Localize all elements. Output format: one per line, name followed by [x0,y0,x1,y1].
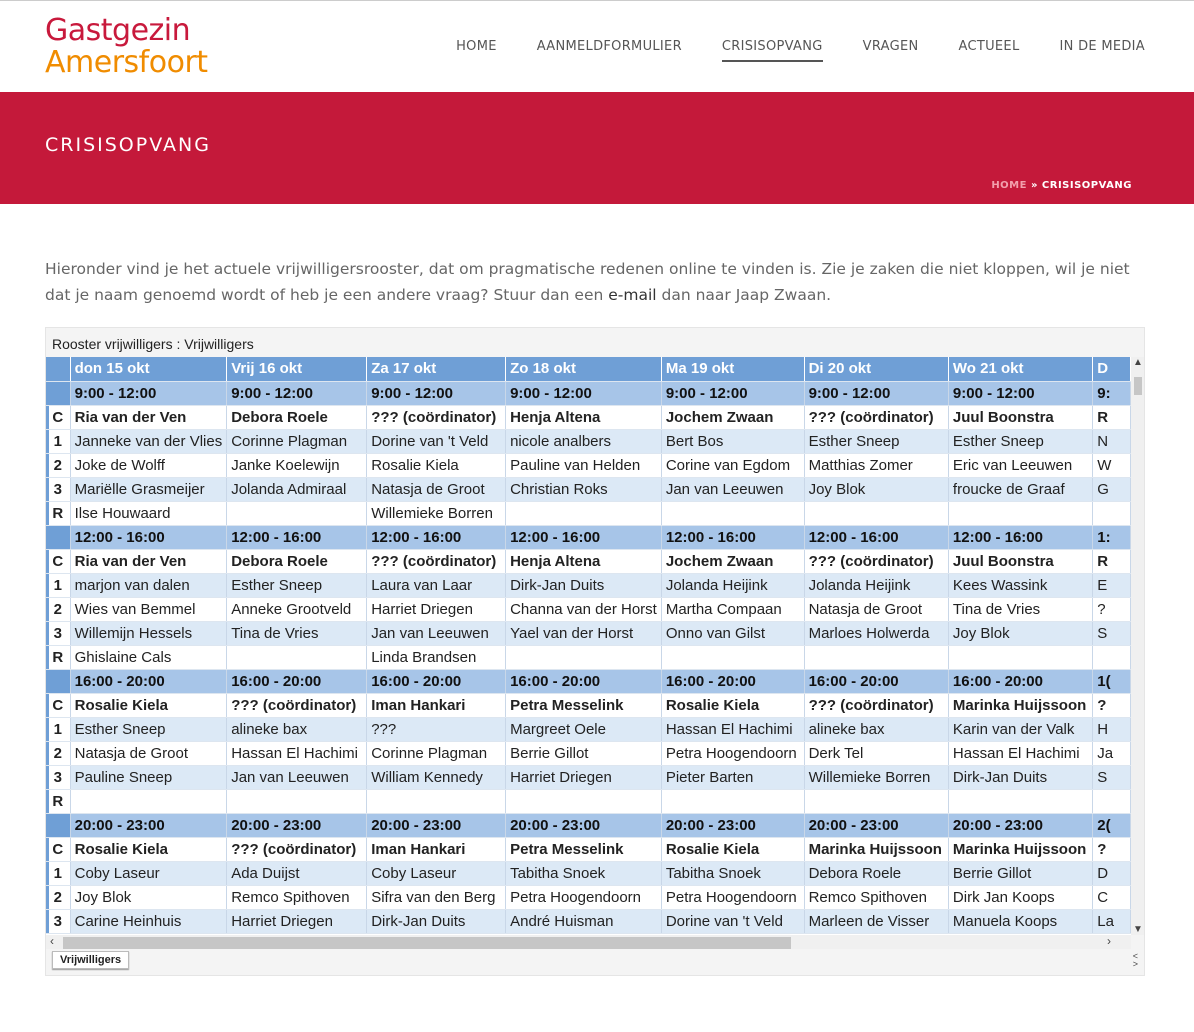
row-label: 2 [46,885,70,909]
volunteer-cell[interactable]: H [1093,717,1131,741]
volunteer-cell[interactable]: Coby Laseur [70,861,227,885]
roster-row [46,501,1131,525]
volunteer-cell[interactable]: froucke de Graaf [948,477,1092,501]
roster-row [46,621,1131,645]
volunteer-cell[interactable]: Debora Roele [804,861,948,885]
page-banner [0,92,1194,204]
volunteer-cell[interactable]: N [1093,429,1131,453]
volunteer-cell[interactable]: Dirk-Jan Duits [367,909,506,933]
row-label: C [46,837,70,861]
volunteer-cell[interactable] [506,501,662,525]
volunteer-cell[interactable]: Berrie Gillot [506,741,662,765]
volunteer-cell[interactable]: Jochem Zwaan [661,549,804,573]
row-label: 1 [46,429,70,453]
time-slot-cell[interactable]: 12:00 - 16:00 [661,525,804,549]
vertical-scroll-thumb[interactable] [1134,377,1142,395]
roster-row [46,429,1131,453]
day-header-row [46,357,1131,381]
row-header-strip [46,357,70,381]
volunteer-cell[interactable]: Juul Boonstra [948,549,1092,573]
time-slot-cell[interactable]: 9:00 - 12:00 [661,381,804,405]
roster-row [46,741,1131,765]
time-slot-cell[interactable]: 1: [1093,525,1131,549]
roster-row [46,573,1131,597]
time-slot-cell[interactable]: 2( [1093,813,1131,837]
volunteer-cell[interactable]: ??? [367,717,506,741]
volunteer-cell[interactable]: Willemijn Hessels [70,621,227,645]
volunteer-cell[interactable]: Debora Roele [227,549,367,573]
row-label: 3 [46,621,70,645]
volunteer-cell[interactable] [804,501,948,525]
nav-crisisopvang[interactable]: CRISISOPVANG [722,39,823,62]
breadcrumb [991,180,1132,191]
volunteer-cell[interactable]: Joy Blok [948,621,1092,645]
nav-vragen[interactable]: VRAGEN [862,39,919,54]
roster-row [46,885,1131,909]
volunteer-cell[interactable]: Esther Sneep [70,717,227,741]
roster-row [46,909,1131,933]
time-slot-cell[interactable]: 20:00 - 23:00 [661,813,804,837]
roster-row [46,717,1131,741]
volunteer-cell[interactable]: Marleen de Visser [804,909,948,933]
volunteer-cell[interactable]: Ria van der Ven [70,549,227,573]
volunteer-cell[interactable] [948,789,1092,813]
volunteer-cell[interactable]: Channa van der Horst [506,597,662,621]
breadcrumb-separator: » [1030,180,1038,191]
row-label: C [46,693,70,717]
time-slot-cell[interactable]: 12:00 - 16:00 [506,525,662,549]
volunteer-cell[interactable]: La [1093,909,1131,933]
roster-row [46,765,1131,789]
volunteer-cell[interactable]: Joke de Wolff [70,453,227,477]
volunteer-cell[interactable]: alineke bax [227,717,367,741]
volunteer-cell[interactable]: Bert Bos [661,429,804,453]
volunteer-cell[interactable]: Esther Sneep [804,429,948,453]
volunteer-cell[interactable]: Wies van Bemmel [70,597,227,621]
site-logo[interactable] [45,15,208,79]
volunteer-cell[interactable] [367,789,506,813]
volunteer-cell[interactable]: Berrie Gillot [948,861,1092,885]
volunteer-cell[interactable]: Rosalie Kiela [661,693,804,717]
site-header [0,0,1194,92]
intro-text [45,256,1145,308]
time-slot-cell[interactable]: 16:00 - 20:00 [506,669,662,693]
row-label: 1 [46,573,70,597]
volunteer-cell[interactable]: Tina de Vries [948,597,1092,621]
volunteer-cell[interactable] [227,789,367,813]
volunteer-cell[interactable]: Harriet Driegen [367,597,506,621]
volunteer-cell[interactable]: Ja [1093,741,1131,765]
row-label: C [46,549,70,573]
volunteer-cell[interactable]: S [1093,765,1131,789]
logo-line2: Amersfoort [45,45,208,80]
row-header-strip [46,813,70,837]
volunteer-cell[interactable]: Henja Altena [506,405,662,429]
roster-row [46,477,1131,501]
time-slot-cell[interactable]: 16:00 - 20:00 [70,669,227,693]
volunteer-cell[interactable]: William Kennedy [367,765,506,789]
row-label: C [46,405,70,429]
volunteer-cell[interactable]: Joy Blok [804,477,948,501]
time-slot-row [46,525,1131,549]
row-label: 3 [46,909,70,933]
volunteer-cell[interactable]: Dirk-Jan Duits [948,765,1092,789]
volunteer-cell[interactable]: ??? (coördinator) [367,549,506,573]
volunteer-cell[interactable]: Onno van Gilst [661,621,804,645]
volunteer-cell[interactable] [1093,645,1131,669]
volunteer-cell[interactable]: Tina de Vries [227,621,367,645]
scroll-left-icon[interactable]: ‹ [50,934,54,948]
scroll-up-icon[interactable]: ▲ [1133,357,1143,368]
time-slot-cell[interactable]: 12:00 - 16:00 [70,525,227,549]
vertical-scrollbar[interactable] [1131,357,1145,935]
volunteer-cell[interactable]: Janke Koelewijn [227,453,367,477]
volunteer-cell[interactable]: Linda Brandsen [367,645,506,669]
volunteer-cell[interactable] [506,789,662,813]
volunteer-cell[interactable]: Pieter Barten [661,765,804,789]
volunteer-cell[interactable]: Eric van Leeuwen [948,453,1092,477]
volunteer-cell[interactable]: nicole analbers [506,429,662,453]
time-slot-row [46,381,1131,405]
day-header[interactable]: Zo 18 okt [506,357,662,381]
time-slot-cell[interactable]: 9:00 - 12:00 [506,381,662,405]
volunteer-cell[interactable]: Joy Blok [70,885,227,909]
volunteer-cell[interactable]: Harriet Driegen [506,765,662,789]
volunteer-cell[interactable]: Rosalie Kiela [367,453,506,477]
volunteer-cell[interactable] [227,501,367,525]
row-label: 3 [46,477,70,501]
volunteer-cell[interactable]: Derk Tel [804,741,948,765]
volunteer-cell[interactable]: Dorine van 't Veld [367,429,506,453]
volunteer-cell[interactable]: ? [1093,693,1131,717]
volunteer-cell[interactable]: Petra Messelink [506,693,662,717]
volunteer-cell[interactable]: D [1093,861,1131,885]
volunteer-cell[interactable]: Juul Boonstra [948,405,1092,429]
volunteer-cell[interactable]: Iman Hankari [367,693,506,717]
volunteer-cell[interactable]: ??? (coördinator) [227,693,367,717]
intro-before: Hieronder vind je het actuele vrijwilligersrooster, dat om pragmatische redenen online te vinden is. Zie je zaken die niet kloppen, wil je niet dat je naam genoemd wordt of heb je een andere vraag? Stuur dan een [45,260,1130,304]
row-label: 3 [46,765,70,789]
volunteer-cell[interactable]: E [1093,573,1131,597]
volunteer-cell[interactable] [948,645,1092,669]
time-slot-cell[interactable]: 9:00 - 12:00 [227,381,367,405]
row-header-strip [46,525,70,549]
volunteer-cell[interactable]: Ilse Houwaard [70,501,227,525]
volunteer-cell[interactable]: ??? (coördinator) [804,693,948,717]
volunteer-cell[interactable]: Laura van Laar [367,573,506,597]
volunteer-cell[interactable]: Jan van Leeuwen [661,477,804,501]
volunteer-cell[interactable] [1093,789,1131,813]
volunteer-cell[interactable] [1093,501,1131,525]
volunteer-cell[interactable] [804,645,948,669]
day-header[interactable]: Di 20 okt [804,357,948,381]
volunteer-cell[interactable]: G [1093,477,1131,501]
volunteer-cell[interactable]: ??? (coördinator) [804,405,948,429]
volunteer-cell[interactable]: Dorine van 't Veld [661,909,804,933]
volunteer-cell[interactable] [227,645,367,669]
time-slot-cell[interactable]: 12:00 - 16:00 [227,525,367,549]
volunteer-cell[interactable]: Coby Laseur [367,861,506,885]
volunteer-cell[interactable]: Petra Messelink [506,837,662,861]
page-title: CRISISOPVANG [45,134,211,156]
volunteer-cell[interactable]: marjon van dalen [70,573,227,597]
intro-after: dan naar Jaap Zwaan. [656,286,832,304]
roster-row [46,861,1131,885]
sheet-tab-vrijwilligers[interactable]: Vrijwilligers [52,951,129,969]
row-label: 1 [46,717,70,741]
volunteer-cell[interactable]: alineke bax [804,717,948,741]
volunteer-cell[interactable]: Willemieke Borren [367,501,506,525]
time-slot-cell[interactable]: 9:00 - 12:00 [804,381,948,405]
volunteer-cell[interactable] [661,789,804,813]
time-slot-cell[interactable]: 9: [1093,381,1131,405]
volunteer-cell[interactable]: Janneke van der Vlies [70,429,227,453]
volunteer-cell[interactable]: Karin van der Valk [948,717,1092,741]
roster-grid [46,357,1131,935]
roster-row [46,645,1131,669]
volunteer-cell[interactable]: Remco Spithoven [227,885,367,909]
volunteer-cell[interactable]: Hassan El Hachimi [227,741,367,765]
nav-aanmeldformulier[interactable]: AANMELDFORMULIER [536,39,682,54]
day-header[interactable]: Wo 21 okt [948,357,1092,381]
time-slot-cell[interactable]: 1( [1093,669,1131,693]
day-header[interactable]: Za 17 okt [367,357,506,381]
volunteer-cell[interactable]: Henja Altena [506,549,662,573]
day-header[interactable]: don 15 okt [70,357,227,381]
time-slot-row [46,813,1131,837]
roster-row [46,453,1131,477]
time-slot-cell[interactable]: 12:00 - 16:00 [948,525,1092,549]
time-slot-cell[interactable]: 16:00 - 20:00 [661,669,804,693]
volunteer-cell[interactable]: Margreet Oele [506,717,662,741]
row-label: 2 [46,453,70,477]
roster-row [46,597,1131,621]
volunteer-cell[interactable]: Ria van der Ven [70,405,227,429]
volunteer-cell[interactable]: Petra Hoogendoorn [661,885,804,909]
time-slot-cell[interactable]: 20:00 - 23:00 [804,813,948,837]
day-header[interactable]: Ma 19 okt [661,357,804,381]
roster-row [46,549,1131,573]
volunteer-cell[interactable]: Marloes Holwerda [804,621,948,645]
volunteer-cell[interactable]: Martha Compaan [661,597,804,621]
volunteer-cell[interactable]: Natasja de Groot [804,597,948,621]
breadcrumb-current: CRISISOPVANG [1041,180,1132,191]
roster-row [46,405,1131,429]
volunteer-cell[interactable]: Petra Hoogendoorn [506,885,662,909]
volunteer-cell[interactable]: ? [1093,837,1131,861]
volunteer-cell[interactable]: Kees Wassink [948,573,1092,597]
volunteer-cell[interactable]: Marinka Huijssoon [804,837,948,861]
volunteer-cell[interactable]: Willemieke Borren [804,765,948,789]
row-header-strip [46,669,70,693]
row-label: R [46,501,70,525]
row-label: 1 [46,861,70,885]
volunteer-cell[interactable]: Marinka Huijssoon [948,837,1092,861]
horizontal-scrollbar[interactable] [46,935,1131,949]
roster-row [46,837,1131,861]
volunteer-cell[interactable]: Rosalie Kiela [70,693,227,717]
volunteer-cell[interactable]: Tabitha Snoek [661,861,804,885]
volunteer-cell[interactable]: S [1093,621,1131,645]
roster-table [46,357,1131,934]
volunteer-cell[interactable]: Hassan El Hachimi [661,717,804,741]
volunteer-cell[interactable]: Mariëlle Grasmeijer [70,477,227,501]
time-slot-cell[interactable]: 12:00 - 16:00 [804,525,948,549]
volunteer-cell[interactable]: Christian Roks [506,477,662,501]
time-slot-cell[interactable]: 20:00 - 23:00 [948,813,1092,837]
main-nav [416,39,1145,62]
volunteer-cell[interactable]: ??? (coördinator) [227,837,367,861]
volunteer-cell[interactable]: Jolanda Heijink [661,573,804,597]
volunteer-cell[interactable]: Petra Hoogendoorn [661,741,804,765]
volunteer-cell[interactable] [661,645,804,669]
volunteer-cell[interactable]: Dirk Jan Koops [948,885,1092,909]
nav-actueel[interactable]: ACTUEEL [958,39,1020,54]
row-label: R [46,789,70,813]
breadcrumb-home[interactable]: HOME [991,180,1027,191]
roster-row [46,693,1131,717]
roster-row [46,789,1131,813]
time-slot-cell[interactable]: 16:00 - 20:00 [804,669,948,693]
email-link[interactable]: e-mail [608,286,657,304]
volunteer-cell[interactable]: Carine Heinhuis [70,909,227,933]
row-label: 2 [46,741,70,765]
volunteer-cell[interactable]: R [1093,405,1131,429]
volunteer-cell[interactable]: ??? (coördinator) [367,405,506,429]
volunteer-cell[interactable]: Jolanda Admiraal [227,477,367,501]
volunteer-cell[interactable] [506,645,662,669]
time-slot-cell[interactable]: 16:00 - 20:00 [227,669,367,693]
roster-spreadsheet [45,327,1145,976]
time-slot-cell[interactable]: 20:00 - 23:00 [70,813,227,837]
volunteer-cell[interactable]: Jan van Leeuwen [367,621,506,645]
time-slot-cell[interactable]: 9:00 - 12:00 [70,381,227,405]
scroll-down-icon[interactable]: ▼ [1133,924,1143,935]
volunteer-cell[interactable]: W [1093,453,1131,477]
volunteer-cell[interactable]: Remco Spithoven [804,885,948,909]
volunteer-cell[interactable]: Harriet Driegen [227,909,367,933]
volunteer-cell[interactable] [70,789,227,813]
volunteer-cell[interactable]: Tabitha Snoek [506,861,662,885]
volunteer-cell[interactable]: C [1093,885,1131,909]
volunteer-cell[interactable]: Sifra van den Berg [367,885,506,909]
volunteer-cell[interactable]: Pauline Sneep [70,765,227,789]
volunteer-cell[interactable]: Corine van Egdom [661,453,804,477]
day-header[interactable]: D [1093,357,1131,381]
volunteer-cell[interactable]: Hassan El Hachimi [948,741,1092,765]
volunteer-cell[interactable]: Marinka Huijssoon [948,693,1092,717]
volunteer-cell[interactable] [661,501,804,525]
volunteer-cell[interactable]: Dirk-Jan Duits [506,573,662,597]
volunteer-cell[interactable]: ??? (coördinator) [804,549,948,573]
volunteer-cell[interactable]: Ada Duijst [227,861,367,885]
row-header-strip [46,381,70,405]
volunteer-cell[interactable] [948,501,1092,525]
time-slot-cell[interactable]: 20:00 - 23:00 [227,813,367,837]
volunteer-cell[interactable]: Yael van der Horst [506,621,662,645]
volunteer-cell[interactable]: Anneke Grootveld [227,597,367,621]
volunteer-cell[interactable]: R [1093,549,1131,573]
day-header[interactable]: Vrij 16 okt [227,357,367,381]
time-slot-cell[interactable]: 16:00 - 20:00 [948,669,1092,693]
sheet-title: Rooster vrijwilligers : Vrijwilligers [52,336,254,352]
horizontal-scroll-thumb[interactable] [63,937,791,949]
volunteer-cell[interactable] [804,789,948,813]
logo-line1: Gastgezin [45,13,191,48]
volunteer-cell[interactable]: Matthias Zomer [804,453,948,477]
volunteer-cell[interactable]: Manuela Koops [948,909,1092,933]
volunteer-cell[interactable]: Jan van Leeuwen [227,765,367,789]
volunteer-cell[interactable]: Jochem Zwaan [661,405,804,429]
volunteer-cell[interactable]: Rosalie Kiela [70,837,227,861]
volunteer-cell[interactable]: Esther Sneep [948,429,1092,453]
volunteer-cell[interactable]: Pauline van Helden [506,453,662,477]
scroll-right-icon[interactable]: › [1107,934,1111,948]
time-slot-cell[interactable]: 12:00 - 16:00 [367,525,506,549]
time-slot-cell[interactable]: 9:00 - 12:00 [367,381,506,405]
volunteer-cell[interactable]: André Huisman [506,909,662,933]
tab-nav-icon[interactable]: ˂ ˃ [1132,951,1138,969]
time-slot-cell[interactable]: 16:00 - 20:00 [367,669,506,693]
volunteer-cell[interactable]: Esther Sneep [227,573,367,597]
row-label: 2 [46,597,70,621]
volunteer-cell[interactable]: Corinne Plagman [367,741,506,765]
nav-home[interactable]: HOME [456,39,497,54]
nav-in-de-media[interactable]: IN DE MEDIA [1059,39,1145,54]
volunteer-cell[interactable]: Natasja de Groot [367,477,506,501]
volunteer-cell[interactable]: Jolanda Heijink [804,573,948,597]
row-label: R [46,645,70,669]
time-slot-cell[interactable]: 9:00 - 12:00 [948,381,1092,405]
volunteer-cell[interactable]: Natasja de Groot [70,741,227,765]
time-slot-cell[interactable]: 20:00 - 23:00 [506,813,662,837]
volunteer-cell[interactable]: Corinne Plagman [227,429,367,453]
time-slot-row [46,669,1131,693]
volunteer-cell[interactable]: Ghislaine Cals [70,645,227,669]
volunteer-cell[interactable]: Rosalie Kiela [661,837,804,861]
time-slot-cell[interactable]: 20:00 - 23:00 [367,813,506,837]
volunteer-cell[interactable]: Iman Hankari [367,837,506,861]
volunteer-cell[interactable]: Debora Roele [227,405,367,429]
volunteer-cell[interactable]: ? [1093,597,1131,621]
